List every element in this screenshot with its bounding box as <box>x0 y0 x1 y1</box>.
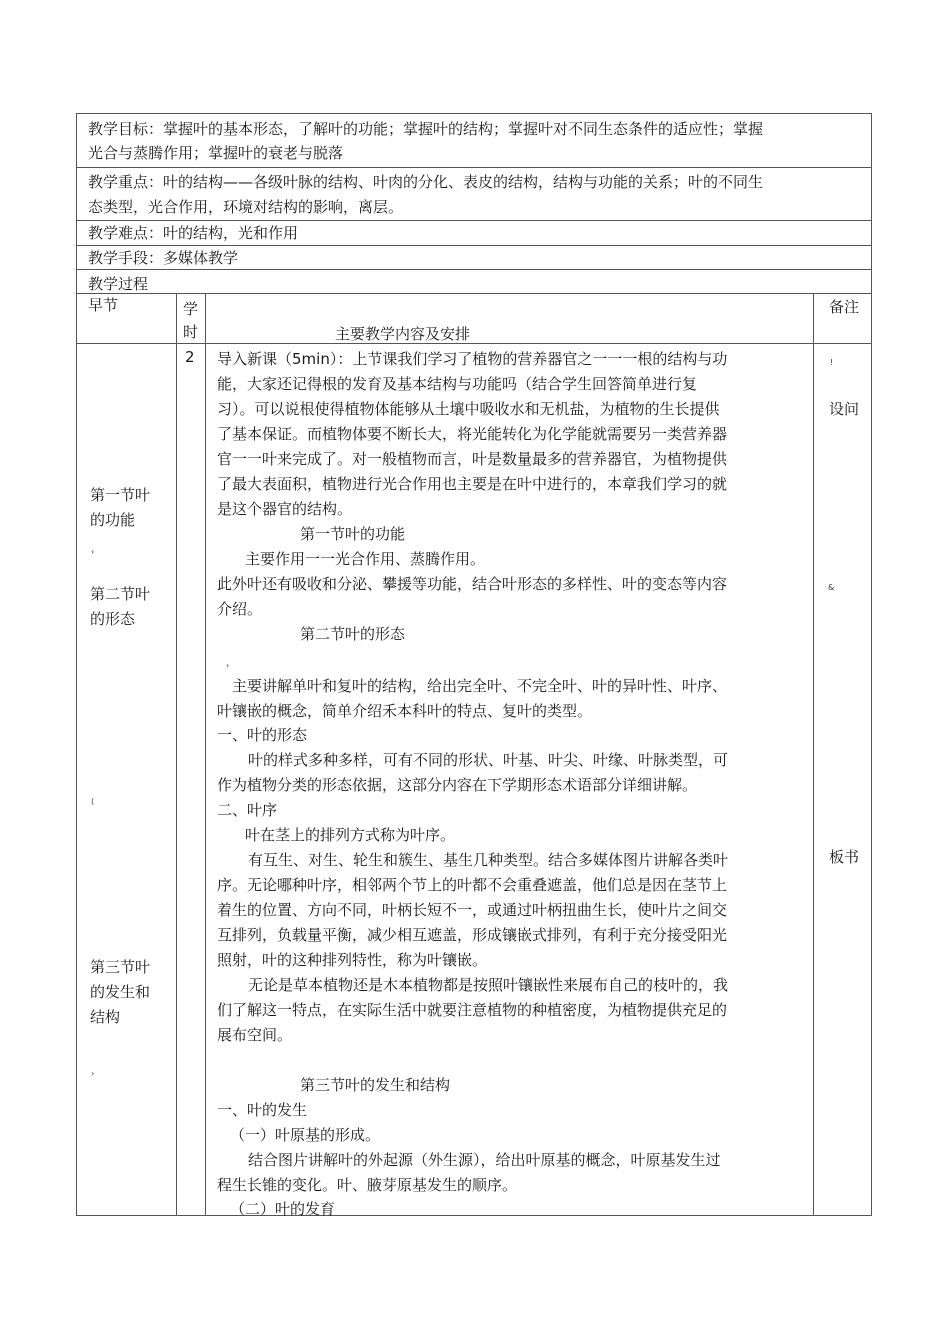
section-3-line2: 的发生和 <box>90 983 151 1001</box>
section-1-line2: 的功能 <box>90 511 136 529</box>
content-line: 结合图片讲解叶的外起源（外生源），给出叶原基的概念，叶原基发生过 <box>248 1151 721 1169</box>
content-line: （一）叶原基的形成。 <box>230 1126 381 1144</box>
content-line: 序。无论哪种叶序，相邻两个节上的叶都不会重叠遮盖，他们总是因在茎节上 <box>217 876 728 894</box>
remark-mark-2: & <box>828 583 835 592</box>
section-heading-function: 第一节叶的功能 <box>300 525 406 543</box>
table-border-bottom <box>76 1215 872 1216</box>
content-line: 程生长锥的变化。叶、腋芽原基发生的顺序。 <box>217 1176 518 1194</box>
content-line: 能，大家还记得根的发育及基本结构与功能吗（结合学生回答简单进行复 <box>217 375 698 393</box>
table-border-left <box>76 113 77 1216</box>
subheading-leaf-shape: 一、叶的形态 <box>217 726 308 744</box>
row-divider-goal <box>76 167 872 168</box>
content-line: 展布空间。 <box>217 1026 293 1044</box>
column-divider-chapter <box>176 293 177 1216</box>
content-line: 习）。可以说根使得植物体能够从土壤中吸收水和无机盐，为植物的生长提供 <box>217 400 720 418</box>
column-header-chapter: 早节 <box>88 296 119 314</box>
content-line: 无论是草本植物还是木本植物都是按照叶镶嵌性来展布自己的枝叶的，我 <box>248 976 729 994</box>
subheading-leaf-origin: 一、叶的发生 <box>217 1101 308 1119</box>
content-line: 有互生、对生、轮生和簇生、基生几种类型。结合多媒体图片讲解各类叶 <box>248 851 729 869</box>
subheading-leaf-development: （二）叶的发育 <box>230 1200 336 1218</box>
teaching-means: 教学手段：多媒体教学 <box>88 249 239 267</box>
remark-question: 设问 <box>829 400 860 418</box>
margin-mark-2: ⟨ <box>91 797 95 806</box>
content-line: 主要讲解单叶和复叶的结构，给出完全叶、不完全叶、叶的异叶性、叶序、 <box>232 677 728 695</box>
margin-mark-3: › <box>91 1069 95 1078</box>
content-line: 是这个器官的结构。 <box>217 500 353 518</box>
teaching-process: 教学过程 <box>88 275 149 293</box>
content-line: 了基本保证。而植物体要不断长大，将光能转化为化学能就需要另一类营养器 <box>217 425 728 443</box>
margin-mark-1: ‹ <box>91 547 95 556</box>
remark-mark-1: ! <box>830 358 834 367</box>
teaching-goal-line2: 光合与蒸腾作用；掌握叶的衰老与脱落 <box>88 144 344 162</box>
content-line: 导入新课（5min）：上节课我们学习了植物的营养器官之一一一根的结构与功 <box>217 350 728 368</box>
content-line: 官一一叶来完成了。对一般植物而言，叶是数量最多的营养器官，为植物提供 <box>217 450 728 468</box>
table-border-top <box>76 113 872 114</box>
hours-value: 2 <box>185 348 195 366</box>
teaching-difficulty: 教学难点：叶的结构，光和作用 <box>88 224 299 242</box>
content-line: 主要作用一一光合作用、蒸腾作用。 <box>245 550 486 568</box>
content-line: 互排列，负载量平衡，减少相互遮盖，形成镶嵌式排列，有利于充分接受阳光 <box>217 926 728 944</box>
teaching-goal-line1: 教学目标：掌握叶的基本形态，了解叶的功能；掌握叶的结构；掌握叶对不同生态条件的适应性；掌握 <box>88 120 764 138</box>
section-3-line1: 第三节叶 <box>90 958 151 976</box>
column-header-hours-2: 时 <box>183 323 199 341</box>
column-header-remark: 备注 <box>829 298 860 316</box>
column-header-hours-1: 学 <box>183 300 199 318</box>
teaching-key-line2: 态类型，光合作用，环境对结构的影响，离层。 <box>88 198 404 216</box>
content-line: 了最大表面积，植物进行光合作用也主要是在叶中进行的，本章我们学习的就 <box>217 475 728 493</box>
content-line: 叶在茎上的排列方式称为叶序。 <box>245 826 456 844</box>
content-line: 照射，叶的这种排列特性，称为叶镶嵌。 <box>217 951 488 969</box>
column-header-content: 主要教学内容及安排 <box>335 325 471 343</box>
section-1-line1: 第一节叶 <box>90 486 151 504</box>
content-line: 介绍。 <box>217 600 263 618</box>
content-line: 们了解这一特点，在实际生活中就要注意植物的种植密度，为植物提供充足的 <box>217 1001 728 1019</box>
section-2-line2: 的形态 <box>90 610 136 628</box>
section-heading-development: 第三节叶的发生和结构 <box>300 1076 451 1094</box>
content-line: 此外叶还有吸收和分泌、攀援等功能，结合叶形态的多样性、叶的变态等内容 <box>217 575 728 593</box>
section-3-line3: 结构 <box>90 1008 121 1026</box>
content-line: 着生的位置、方向不同，叶柄长短不一，或通过叶柄扭曲生长，使叶片之间交 <box>217 901 728 919</box>
content-line: 叶镶嵌的概念，简单介绍禾本科叶的特点、复叶的类型。 <box>217 702 593 720</box>
column-divider-content <box>813 293 814 1216</box>
section-2-line1: 第二节叶 <box>90 585 151 603</box>
content-mark: › <box>226 661 230 670</box>
content-line: 作为植物分类的形态依据，这部分内容在下学期形态术语部分详细讲解。 <box>217 776 698 794</box>
table-border-right <box>871 113 872 1216</box>
remark-blackboard: 板书 <box>829 848 860 866</box>
section-heading-morphology: 第二节叶的形态 <box>300 625 406 643</box>
subheading-phyllotaxy: 二、叶序 <box>217 801 278 819</box>
column-divider-hours <box>205 293 206 1216</box>
content-line: 叶的样式多种多样，可有不同的形状、叶基、叶尖、叶缘、叶脉类型，可 <box>248 751 729 769</box>
row-divider-process <box>76 293 872 294</box>
teaching-key-line1: 教学重点：叶的结构——各级叶脉的结构、叶肉的分化、表皮的结构，结构与功能的关系；叶的不同生 <box>88 173 764 191</box>
